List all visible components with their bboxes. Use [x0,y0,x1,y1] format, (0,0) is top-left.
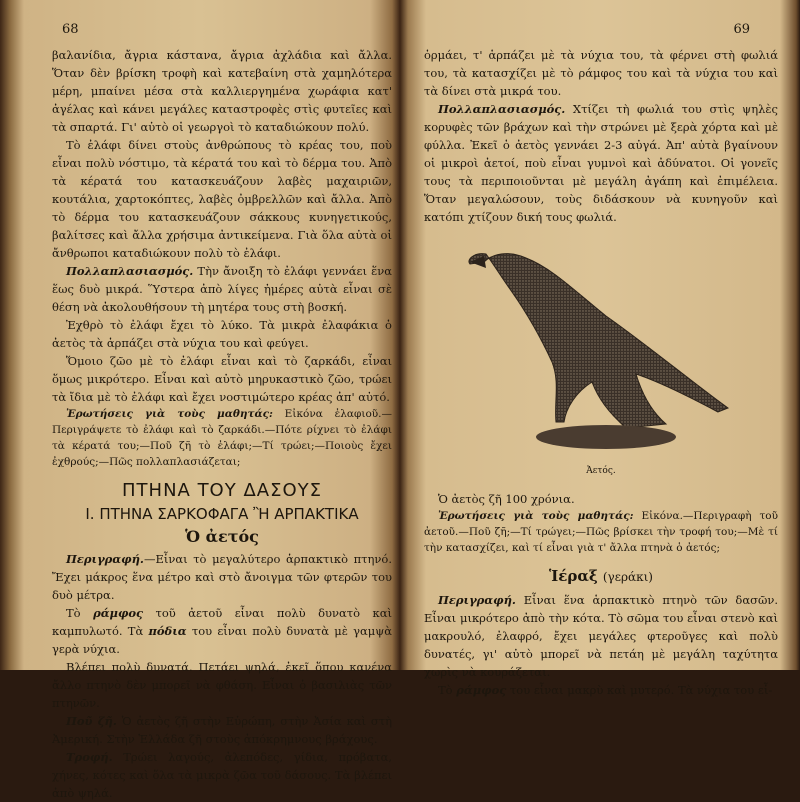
right-page-text [424,0,778,226]
bold-term: Πολλαπλασιασμός. [66,264,194,278]
paragraph: Πολλαπλασιασμός. Τὴν ἄνοιξη τὸ ἐλάφι γεννάει ἕνα ἕως δυὸ μικρά. Ὕστερα ἀπὸ λίγες ἡμέρες αὐτὰ εἶναι σὲ θέση νὰ ἀκολουθήσουν τὴ μητέρα τους στὴ βοσκή. [52,264,392,314]
paragraph: Ὁ ἀετὸς ζῆ 100 χρόνια. [438,492,575,506]
paragraph: Τὸ ράμφος του εἶναι μακρὺ καὶ μυτερό. Τὰ νύχια του εἶ- [438,683,773,697]
bold-term: Ἐρωτήσεις γιὰ τοὺς μαθητάς: [66,408,273,420]
page-number: 69 [733,22,750,37]
left-page-text [52,0,392,470]
questions: Ἐρωτήσεις γιὰ τοὺς μαθητάς: Εἰκόνα ἐλαφιοῦ.— Περιγράψετε τὸ ἐλάφι καὶ τὸ ζαρκάδι.—Πότε ρίχνει τὸ ἐλάφι τὰ κέρατά του;—Ποῦ ζῆ τὸ ἐλάφι;—Τί τρώει;—Ποιοὺς ἔχει ἐχθρούς;—Πῶς πολλαπλασιάζεται; [52,408,392,468]
page-number: 68 [62,22,79,37]
questions: Ἐρωτήσεις γιὰ τοὺς μαθητάς: Εἰκόνα.—Περιγραφὴ τοῦ ἀετοῦ.—Ποῦ ζῆ;—Τί τρώγει;—Πῶς βρίσκει τὴν τροφή του;—Μὲ τί τὴν κατασχίζει, καὶ τί εἶναι γιὰ τ' ἄλλα πτηνὰ ὁ ἀετός; [424,510,778,554]
subsection-heading: Ι. ΠΤΗΝΑ ΣΑΡΚΟΦΑΓΑ Ἢ ΑΡΠΑΚΤΙΚΑ [85,505,359,523]
left-page [0,0,400,800]
section-heading: ΠΤΗΝΑ ΤΟΥ ΔΑΣΟΥΣ [122,480,322,501]
paragraph: Τροφή. Τρώει λαγούς, ἀλεπόδες, γίδια, πρόβατα, χήνες, κότες καὶ ὅλα τὰ μικρὰ ζῶα τοῦ δάσους. Τὰ βλέπει ἀπὸ ψηλά. [52,750,392,800]
paragraph: βαλανίδια, ἄγρια κάστανα, ἄγρια ἀχλάδια καὶ ἄλλα. Ὅταν δὲν βρίσκη τροφὴ καὶ κατεβαίνη στὰ χαμηλότερα μέρη, μπαίνει μέσα στὰ καλλιεργημένα χωράφια κατ' ἀγέλας καὶ κάνει μεγάλες καταστροφὲς στὶς φυτεῖες καὶ τὰ σπαρτά. Γι' αὐτὸ οἱ γεωργοὶ τὸ καταδιώκουν πολύ. [52,48,392,134]
paragraph: ὁρμάει, τ' ἁρπάζει μὲ τὰ νύχια του, τὰ φέρνει στὴ φωλιά του, τὰ κατασχίζει μὲ τὸ ράμφος του καὶ τὰ νύχια του καὶ τὰ δίνει στὰ μικρά του. [424,48,778,98]
paragraph: Πολλαπλασιασμός. Χτίζει τὴ φωλιά του στὶς ψηλὲς κορυφὲς τῶν βράχων καὶ τὴν στρώνει μὲ ξερὰ χόρτα καὶ μὲ φύλλα. Ἐκεῖ ὁ ἀετὸς γεννάει 2-3 αὐγά. Ἀπ' αὐτὰ βγαίνουν οἱ μικροὶ ἀετοί, ποὺ εἶναι γυμνοὶ καὶ ἀδύνατοι. Οἱ γονεῖς τους τὰ περιποιοῦνται μὲ μεγάλη ἀγάπη καὶ ἐπιμέλεια. Ὅταν μεγαλώσουν, τοὺς διδάσκουν νὰ κυνηγοῦν καὶ κατόπι χτίζουν δική τους φωλιά. [424,102,778,224]
paragraph: Περιγραφή. Εἶναι ἕνα ἁρπακτικὸ πτηνὸ τῶν δασῶν. Εἶναι μικρότερο ἀπὸ τὴν κότα. Τὸ σῶμα του εἶναι στενὸ καὶ μακρουλό, ἐλαφρό, ἔχει μεγάλες φτεροῦγες καὶ πολὺ δυνατές, γι' αὐτὸ μπορεῖ νὰ πετάη μὲ μεγάλη ταχύτητα χωρὶς νὰ κουράζεται. [424,593,778,679]
paragraph: Τὸ ράμφος τοῦ ἀετοῦ εἶναι πολὺ δυνατὸ καὶ καμπυλωτό. Τὰ πόδια του εἶναι πολὺ δυνατὰ μὲ γαμψὰ γερὰ νύχια. [52,606,393,656]
eagle-engraving [456,232,746,452]
paragraph: Βλέπει πολὺ δυνατά. Πετάει ψηλά, ἐκεῖ ὅπου κανένα ἄλλο πτηνὸ δὲν μπορεῖ νὰ φθάση. Εἶναι ὁ βασιλιὰς τῶν πτηνῶν. [52,660,392,710]
bird-heading: Ἱέραξ (γεράκι) [549,567,653,585]
bird-heading: Ὁ ἀετός [185,527,259,546]
paragraph: Περιγραφή.—Εἶναι τὸ μεγαλύτερο ἁρπακτικὸ πτηνό. Ἔχει μάκρος ἕνα μέτρο καὶ στὸ ἄνοιγμα τῶν φτερῶν του δυὸ μέτρα. [52,552,392,602]
hawk-description [424,591,778,699]
right-page-text-2 [424,490,778,556]
paragraph: Ποῦ ζῆ. Ὁ ἀετὸς ζῆ στὴν Εὐρώπη, στὴν Ἀσία καὶ στὴ Ἀμερική. Στὴν Ἑλλάδα ζῆ στοὺς ἀπόκρημνους βράχους. [52,714,392,746]
paragraph: Ὅμοιο ζῶο μὲ τὸ ἐλάφι εἶναι καὶ τὸ ζαρκάδι, εἶναι ὅμως μικρότερο. Εἶναι καὶ αὐτὸ μηρυκαστικὸ ζῶο, τρώει τὰ ἴδια μὲ τὸ ἐλάφι καὶ ἔχει νοστιμώτερο κρέας ἀπ' αὐτό. [52,354,392,404]
right-page [400,0,800,697]
eagle-illustration [456,232,746,462]
figure-caption: Ἀετός. [586,466,616,476]
paragraph: Ἐχθρὸ τὸ ἐλάφι ἔχει τὸ λύκο. Τὰ μικρὰ ἐλαφάκια ὁ ἀετὸς τὰ ἁρπάζει στὰ νύχια του καὶ φεύγει. [52,318,392,350]
paragraph: Τὸ ἐλάφι δίνει στοὺς ἀνθρώπους τὸ κρέας του, ποὺ εἶναι πολὺ νόστιμο, τὰ κέρατά του καὶ τὸ δέρμα του. Ἀπὸ τὰ κέρατά του κατασκευάζουν λαβὲς μαχαιριῶν, κουτάλια, χαρτοκόπτες, λαβὲς ὀμβρελλῶν καὶ ἄλλα. Ἀπὸ τὸ δέρμα του κατασκευάζουν σάκκους κυνηγετικούς, βαλίτσες καὶ ἄλλα χρήσιμα ἀντικείμενα. Γιὰ ὅλα αὐτὰ οἱ ἄνθρωποι καταδιώκουν πολὺ τὸ ἐλάφι. [52,138,392,260]
eagle-description [52,550,392,802]
